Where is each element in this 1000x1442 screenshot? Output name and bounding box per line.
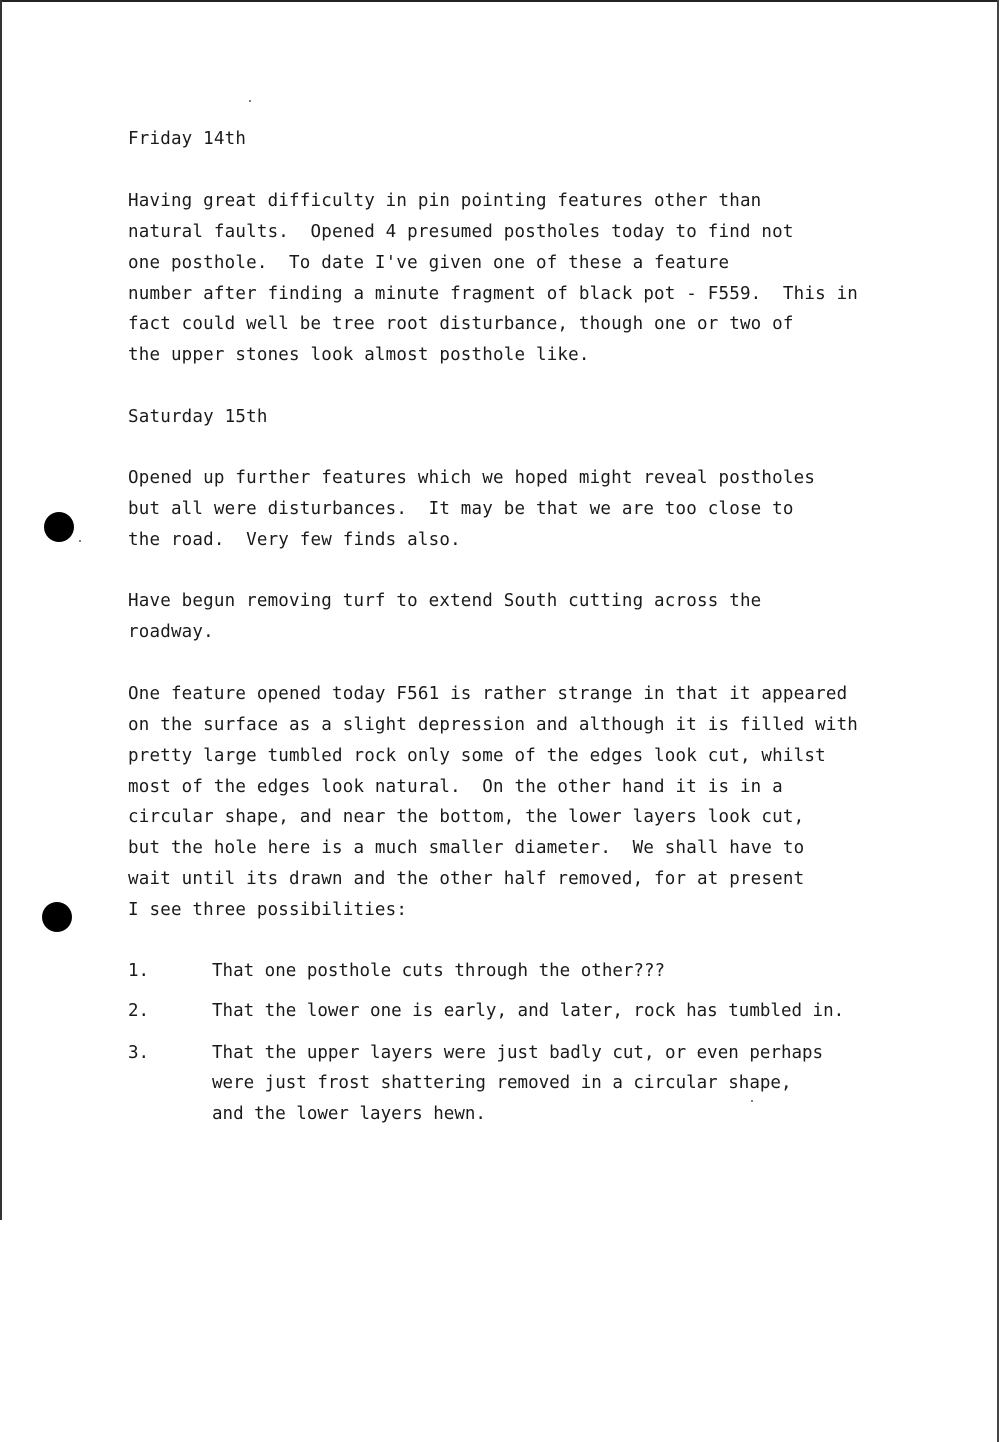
paragraph-line: Having great difficulty in pin pointing features other than xyxy=(128,191,762,211)
paragraph-line: Opened up further features which we hoped might reveal postholes xyxy=(128,468,816,488)
list-item-text: and the lower layers hewn. xyxy=(212,1104,486,1124)
paragraph-line: natural faults. Opened 4 presumed postholes today to find not xyxy=(128,222,794,242)
paragraph-line: I see three possibilities: xyxy=(128,900,408,920)
list-item-text: That the upper layers were just badly cut, or even perhaps xyxy=(212,1043,824,1063)
list-item-text: were just frost shattering removed in a circular shape, xyxy=(212,1073,792,1093)
paragraph-line: fact could well be tree root disturbance, though one or two of xyxy=(128,314,794,334)
paragraph-line: on the surface as a slight depression and although it is filled with xyxy=(128,715,859,735)
paragraph-line: Have begun removing turf to extend South cutting across the xyxy=(128,591,762,611)
paragraph-line: One feature opened today F561 is rather strange in that it appeared xyxy=(128,684,848,704)
entry-heading-friday: Friday 14th xyxy=(128,129,247,149)
scan-speck xyxy=(79,540,81,542)
punch-hole-lower xyxy=(42,902,72,932)
page-top-edge xyxy=(0,0,998,2)
paragraph-line: one posthole. To date I've given one of these a feature xyxy=(128,253,730,273)
paragraph-line: wait until its drawn and the other half removed, for at present xyxy=(128,869,805,889)
punch-hole-upper xyxy=(44,512,74,542)
list-item-text: That the lower one is early, and later, rock has tumbled in. xyxy=(212,1001,845,1021)
paragraph-line: number after finding a minute fragment of black pot - F559. This in xyxy=(128,284,859,304)
entry-heading-saturday: Saturday 15th xyxy=(128,407,268,427)
page-left-edge xyxy=(0,0,2,1220)
paragraph-line: pretty large tumbled rock only some of the edges look cut, whilst xyxy=(128,746,826,766)
paragraph-line: but the hole here is a much smaller diameter. We shall have to xyxy=(128,838,805,858)
list-item-number: 2. xyxy=(128,1001,150,1021)
paragraph-line: the road. Very few finds also. xyxy=(128,530,461,550)
scan-speck xyxy=(751,1100,753,1102)
paragraph-line: but all were disturbances. It may be that we are too close to xyxy=(128,499,794,519)
scan-speck xyxy=(249,100,251,102)
page-right-edge xyxy=(997,0,999,1442)
list-item-number: 1. xyxy=(128,961,150,981)
paragraph-line: circular shape, and near the bottom, the lower layers look cut, xyxy=(128,807,805,827)
paragraph-line: roadway. xyxy=(128,622,214,642)
list-item-text: That one posthole cuts through the other??? xyxy=(212,961,666,981)
list-item-number: 3. xyxy=(128,1043,150,1063)
paragraph-line: the upper stones look almost posthole like. xyxy=(128,345,590,365)
paragraph-line: most of the edges look natural. On the other hand it is in a xyxy=(128,777,783,797)
